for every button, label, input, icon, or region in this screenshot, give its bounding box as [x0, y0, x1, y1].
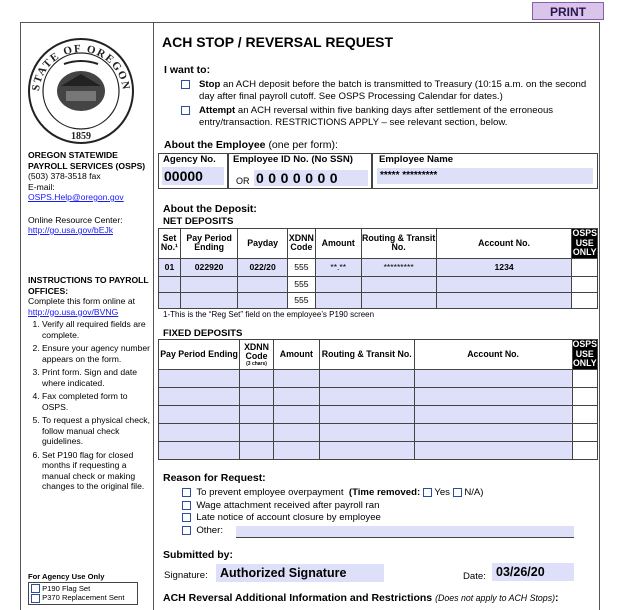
- emp-id-input[interactable]: [254, 170, 368, 186]
- amount-cell[interactable]: [273, 424, 319, 442]
- account-cell[interactable]: 1234: [436, 258, 572, 276]
- employee-name-box: [372, 153, 598, 189]
- table-row: [159, 406, 598, 424]
- instruction-step: 4. Fax completed form to OSPS.: [42, 391, 152, 412]
- reason-wage-checkbox[interactable]: [182, 501, 191, 510]
- table-row: [159, 388, 598, 406]
- amount-cell[interactable]: **.**: [315, 258, 361, 276]
- emp-name-label: Employee Name: [379, 154, 454, 165]
- p190-label: P190 Flag Set: [42, 583, 91, 593]
- osps-cell: [572, 388, 597, 406]
- payday-cell[interactable]: [238, 276, 288, 292]
- set-no-cell[interactable]: [159, 276, 181, 292]
- xdnn-cell: 555: [287, 276, 315, 292]
- amount-cell[interactable]: [315, 292, 361, 308]
- fixed-deposits-table: [158, 339, 598, 460]
- reason-overpayment-label: To prevent employee overpayment: [196, 487, 344, 498]
- account-cell[interactable]: [414, 406, 572, 424]
- attempt-option-checkbox[interactable]: [181, 106, 190, 115]
- table-row: [159, 424, 598, 442]
- col-xdnn: [240, 340, 274, 370]
- routing-cell[interactable]: *********: [361, 258, 436, 276]
- routing-cell[interactable]: [319, 424, 414, 442]
- col-amount: Amount: [273, 340, 319, 370]
- pay-period-cell[interactable]: [159, 370, 240, 388]
- emp-id-digit: 0: [268, 170, 281, 186]
- stop-option-desc: an ACH deposit before the batch is transmitted to Treasury (10:15 a.m. on the second day after final payroll cutoff. See OSPS Processing Calendar for dates.): [199, 79, 587, 102]
- time-yes-checkbox[interactable]: [423, 488, 432, 497]
- osps-cell: [572, 442, 597, 460]
- email-label: E-mail:: [28, 181, 55, 192]
- col-routing: Routing & Transit No.: [319, 340, 414, 370]
- reversal-note: (Does not apply to ACH Stops): [435, 593, 556, 603]
- routing-cell[interactable]: [319, 388, 414, 406]
- reason-late-notice-label: Late notice of account closure by employee: [196, 512, 381, 524]
- time-yes-label: Yes: [434, 487, 450, 498]
- date-label: Date:: [463, 571, 486, 582]
- xdnn-cell[interactable]: [240, 442, 274, 460]
- employee-section-heading: About the Employee: [164, 139, 266, 151]
- instructions: [28, 275, 152, 492]
- instruction-steps: [28, 319, 152, 492]
- amount-cell[interactable]: [273, 406, 319, 424]
- amount-cell[interactable]: [273, 388, 319, 406]
- col-xdnn: XDNN Code: [287, 229, 315, 259]
- col-osps: OSPS USE ONLY: [572, 228, 597, 257]
- col-routing: Routing & Transit No.: [361, 229, 436, 259]
- agency-info: [28, 150, 152, 236]
- amount-cell[interactable]: [315, 276, 361, 292]
- resource-label: Online Resource Center:: [28, 214, 123, 225]
- p190-checkbox[interactable]: [31, 584, 40, 593]
- p370-label: P370 Replacement Sent: [42, 593, 125, 602]
- table-row: [159, 370, 598, 388]
- stop-option-checkbox[interactable]: [181, 80, 190, 89]
- set-no-footnote: 1-This is the “Reg Set” field on the employee’s P190 screen: [163, 310, 375, 319]
- osps-cell: [572, 370, 597, 388]
- set-no-cell[interactable]: 01: [159, 258, 181, 276]
- col-amount: Amount: [315, 229, 361, 259]
- sidebar-divider: [153, 22, 154, 610]
- xdnn-cell: 555: [287, 258, 315, 276]
- col-pay-period: Pay Period Ending: [180, 229, 237, 259]
- pay-period-cell[interactable]: [159, 424, 240, 442]
- employee-section-title: [164, 139, 338, 151]
- reversal-colon: :: [555, 592, 559, 604]
- instruction-step: 2. Ensure your agency number appears on the form.: [42, 343, 152, 364]
- routing-cell[interactable]: [361, 292, 436, 308]
- reason-wage-label: Wage attachment received after payroll ran: [196, 499, 380, 511]
- agency-fax: (503) 378-3518 fax: [28, 171, 101, 181]
- routing-cell[interactable]: [361, 276, 436, 292]
- osps-cell: [572, 406, 597, 424]
- instruction-step: 5. To request a physical check, follow manual check guidelines.: [42, 415, 152, 447]
- account-cell[interactable]: [414, 424, 572, 442]
- or-label: OR: [236, 176, 250, 186]
- reason-overpayment-checkbox[interactable]: [182, 488, 191, 497]
- employee-section-note: (one per form):: [268, 139, 338, 151]
- time-na-checkbox[interactable]: [453, 488, 462, 497]
- routing-cell[interactable]: [319, 442, 414, 460]
- instruction-step: 3. Print form. Sign and date where indicated.: [42, 367, 152, 388]
- reason-title: Reason for Request:: [163, 472, 266, 484]
- emp-id-digit: 0: [292, 170, 306, 186]
- reversal-title: ACH Reversal Additional Information and Restrictions: [163, 592, 433, 604]
- seal-ring-text: STATE OF OREGON: [30, 42, 133, 92]
- form-title: ACH STOP / REVERSAL REQUEST: [162, 34, 394, 50]
- emp-name-input[interactable]: ***** *********: [377, 168, 593, 184]
- col-set-no: Set No.¹: [159, 229, 181, 259]
- i-want-to-label: I want to:: [164, 64, 211, 76]
- amount-cell[interactable]: [273, 370, 319, 388]
- table-row: [159, 258, 598, 276]
- xdnn-cell[interactable]: [240, 370, 274, 388]
- pay-period-cell[interactable]: 022920: [180, 258, 237, 276]
- agency-no-label: Agency No.: [163, 154, 216, 165]
- instructions-heading: INSTRUCTIONS TO PAYROLL OFFICES:: [28, 275, 149, 296]
- osps-cell: [572, 258, 598, 276]
- pay-period-cell[interactable]: [159, 388, 240, 406]
- emp-id-digit: 0: [305, 170, 318, 186]
- table-row: [159, 442, 598, 460]
- osps-cell: [572, 424, 597, 442]
- attempt-option-desc: an ACH reversal within five banking days after settlement of the erroneous entry/transaction. RESTRICTIONS APPLY – see relevant section, below.: [199, 105, 554, 128]
- reason-late-notice-checkbox[interactable]: [182, 513, 191, 522]
- resource-link[interactable]: http://go.usa.gov/bEJk: [28, 225, 114, 235]
- stop-option-bold: Stop: [199, 79, 221, 90]
- employee-id-box: [228, 153, 372, 189]
- col-payday: Payday: [238, 229, 288, 259]
- submitted-title: Submitted by:: [163, 549, 233, 561]
- net-deposits-table: [158, 228, 598, 309]
- deposit-section-title: About the Deposit:: [163, 203, 257, 215]
- account-cell[interactable]: [436, 292, 572, 308]
- agency-name: OREGON STATEWIDE PAYROLL SERVICES (OSPS): [28, 150, 146, 171]
- date-input[interactable]: 03/26/20: [492, 563, 574, 581]
- xdnn-cell[interactable]: [240, 388, 274, 406]
- pay-period-cell[interactable]: [159, 406, 240, 424]
- time-removed-label: (Time removed:: [348, 487, 421, 498]
- instruction-step: 6. Set P190 flag for closed months if requesting a manual check or making changes to the original file.: [42, 450, 152, 492]
- fixed-deposits-label: FIXED DEPOSITS: [163, 328, 243, 339]
- col-account: Account No.: [436, 229, 572, 259]
- account-cell[interactable]: [436, 276, 572, 292]
- table-row: [159, 276, 598, 292]
- signature-label: Signature:: [164, 570, 208, 581]
- pay-period-cell[interactable]: [180, 292, 237, 308]
- osps-cell: [572, 292, 598, 308]
- account-cell[interactable]: [414, 442, 572, 460]
- reason-other-label: Other:: [196, 524, 224, 536]
- col-account: Account No.: [414, 340, 572, 370]
- routing-cell[interactable]: [319, 370, 414, 388]
- reason-other-input[interactable]: [236, 526, 574, 538]
- seal-year: 1859: [71, 131, 91, 142]
- time-na-label: N/A): [464, 487, 484, 498]
- payday-cell[interactable]: 022/20: [238, 258, 288, 276]
- emp-id-digit: 0: [329, 170, 343, 186]
- state-seal-icon: [26, 36, 136, 146]
- p370-checkbox[interactable]: [31, 594, 40, 603]
- emp-id-digit: 0: [280, 170, 293, 186]
- xdnn-header-text: XDNN Code: [244, 341, 269, 361]
- col-osps: OSPS USE ONLY: [572, 339, 597, 369]
- email-link[interactable]: OSPS.Help@oregon.gov: [28, 192, 124, 202]
- amount-cell[interactable]: [273, 442, 319, 460]
- reason-other-checkbox[interactable]: [182, 526, 191, 535]
- emp-id-digit: 0: [317, 170, 330, 186]
- form-online-link[interactable]: http://go.usa.gov/BVNG: [28, 306, 119, 317]
- print-button[interactable]: PRINT: [532, 2, 604, 20]
- payday-cell[interactable]: [238, 292, 288, 308]
- xdnn-cell: 555: [287, 292, 315, 308]
- instructions-intro: Complete this form online at: [28, 296, 135, 306]
- stop-option-text: [199, 79, 599, 103]
- emp-id-label: Employee ID No. (No SSN): [233, 154, 353, 165]
- instruction-step: 1. Verify all required fields are complete.: [42, 319, 152, 340]
- agency-use-box: [28, 572, 152, 605]
- agency-use-heading: For Agency Use Only: [28, 572, 105, 581]
- routing-cell[interactable]: [319, 406, 414, 424]
- net-deposits-label: NET DEPOSITS: [163, 216, 234, 227]
- xdnn-cell[interactable]: [240, 424, 274, 442]
- agency-number-box: [158, 153, 228, 189]
- col-pay-period: Pay Period Ending: [159, 340, 240, 370]
- table-row: [159, 292, 598, 308]
- agency-no-input[interactable]: 00000: [162, 167, 224, 185]
- attempt-option-text: [199, 105, 599, 129]
- osps-cell: [572, 276, 598, 292]
- xdnn-cell[interactable]: [240, 406, 274, 424]
- account-cell[interactable]: [414, 370, 572, 388]
- pay-period-cell[interactable]: [180, 276, 237, 292]
- set-no-cell[interactable]: [159, 292, 181, 308]
- signature-input[interactable]: Authorized Signature: [216, 564, 384, 582]
- emp-id-digit: 0: [256, 170, 269, 186]
- pay-period-cell[interactable]: [159, 442, 240, 460]
- account-cell[interactable]: [414, 388, 572, 406]
- reversal-heading: [163, 592, 559, 604]
- xdnn-sub-text: (3 chars): [246, 360, 267, 367]
- attempt-option-bold: Attempt: [199, 105, 236, 116]
